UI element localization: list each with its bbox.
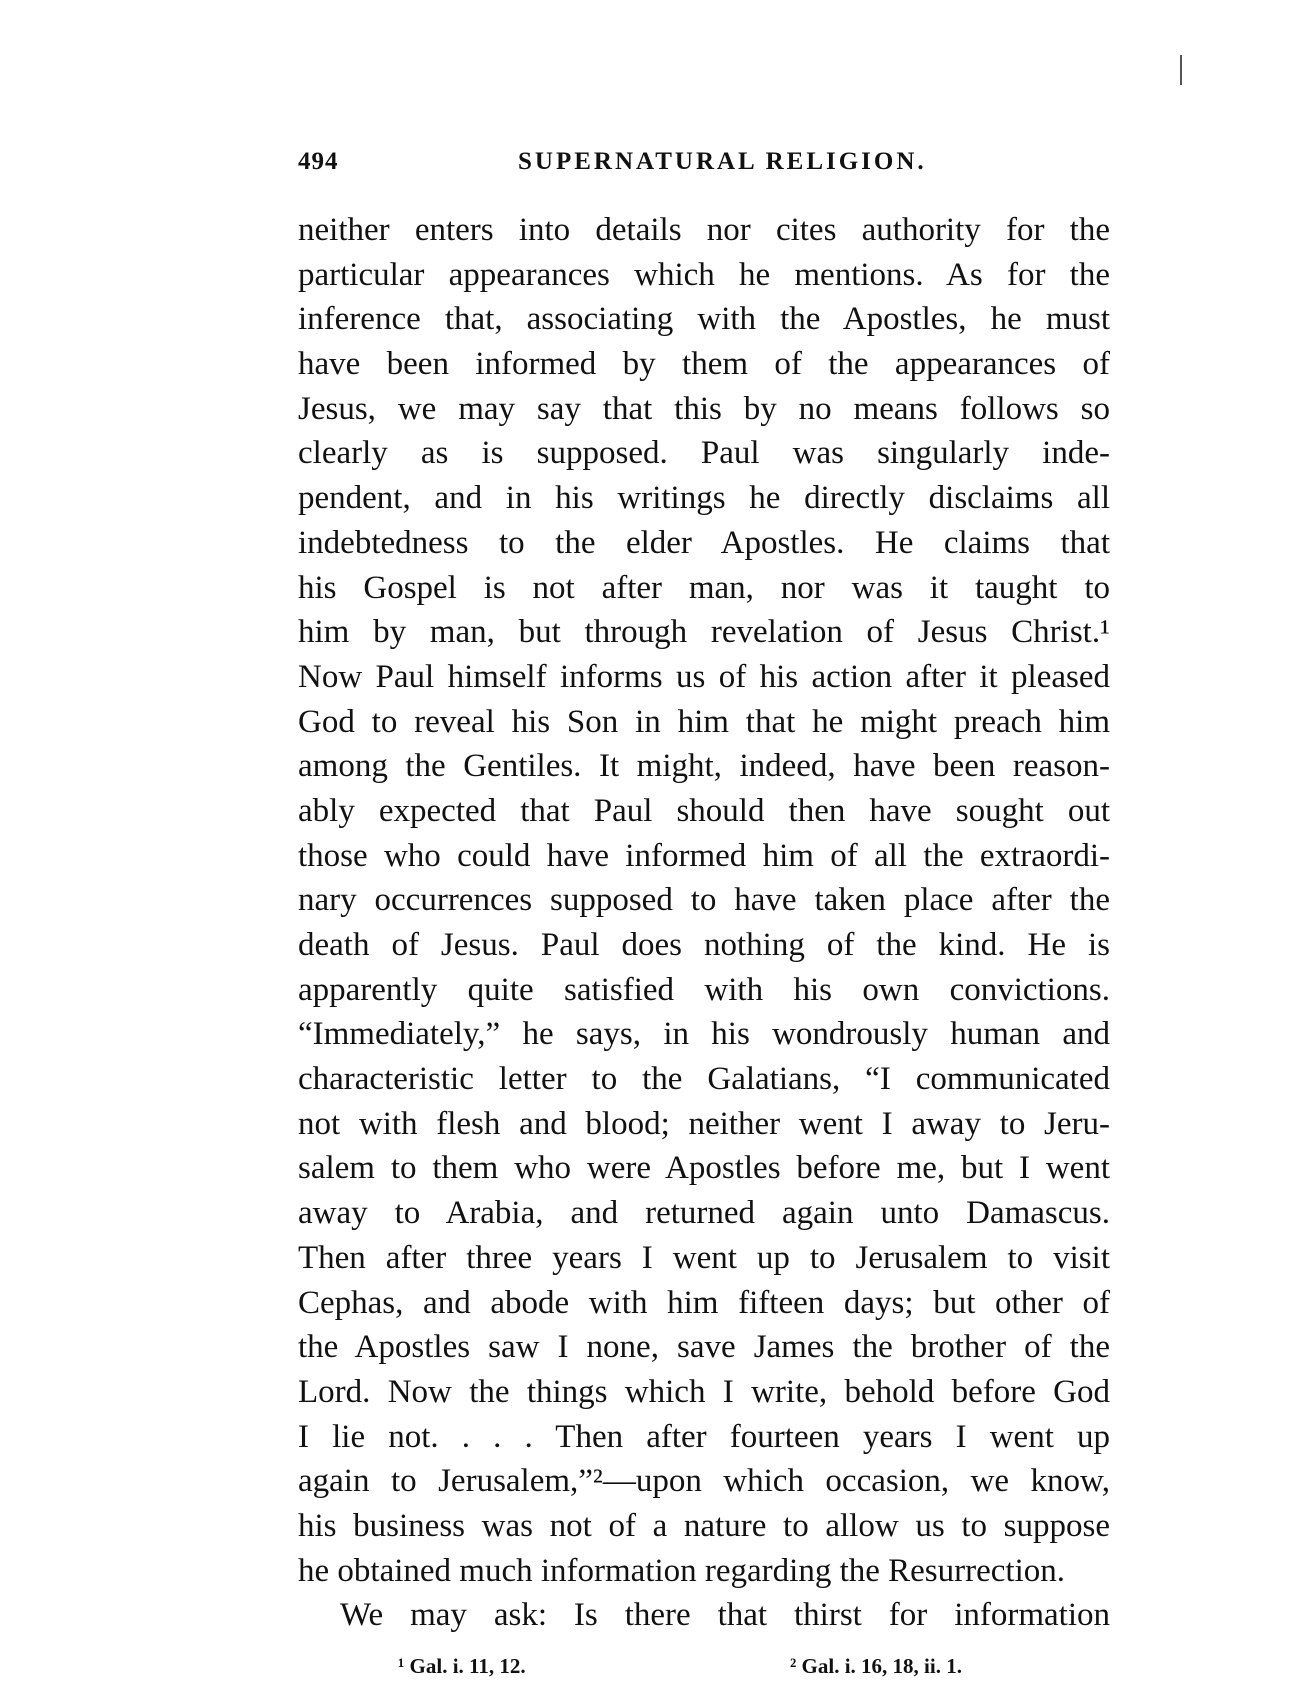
text-line: inference that, associating with the Apostles, he must	[298, 301, 1110, 338]
body-text	[298, 208, 1110, 1638]
text-line: apparently quite satisfied with his own convictions.	[298, 971, 1110, 1008]
footnotes	[0, 1654, 1292, 1684]
text-line: his business was not of a nature to allow us to suppose	[298, 1507, 1110, 1544]
paragraph-opening-line: We may ask: Is there that thirst for information	[340, 1597, 1110, 1634]
page-header	[298, 148, 1110, 188]
text-line: Then after three years I went up to Jerusalem to visit	[298, 1239, 1110, 1276]
text-line: he obtained much information regarding the Resurrection.	[298, 1552, 1066, 1589]
page-number: 494	[298, 148, 339, 175]
running-title: SUPERNATURAL RELIGION.	[518, 148, 927, 175]
text-line: I lie not. . . . Then after fourteen years I went up	[298, 1418, 1110, 1455]
text-line: Lord. Now the things which I write, behold before God	[298, 1373, 1110, 1410]
text-line: particular appearances which he mentions. As for the	[298, 256, 1110, 293]
text-line: again to Jerusalem,”²—upon which occasion, we know,	[298, 1463, 1110, 1500]
footnote-2: ² Gal. i. 16, 18, ii. 1.	[790, 1654, 962, 1678]
text-line: death of Jesus. Paul does nothing of the kind. He is	[298, 927, 1110, 963]
text-line: have been informed by them of the appearances of	[298, 346, 1110, 383]
text-line: “Immediately,” he says, in his wondrously human and	[298, 1016, 1110, 1053]
text-line: Cephas, and abode with him fifteen days; but other of	[298, 1284, 1110, 1321]
text-line: away to Arabia, and returned again unto Damascus.	[298, 1195, 1110, 1232]
text-line: clearly as is supposed. Paul was singularly inde-	[298, 435, 1110, 472]
text-line: God to reveal his Son in him that he might preach him	[298, 703, 1110, 740]
text-line: characteristic letter to the Galatians, “I communicated	[298, 1061, 1110, 1098]
text-line: among the Gentiles. It might, indeed, have been reason-	[298, 748, 1110, 785]
text-line: those who could have informed him of all the extraordi-	[298, 837, 1110, 874]
footnote-1: ¹ Gal. i. 11, 12.	[398, 1654, 526, 1678]
text-line: Now Paul himself informs us of his action after it pleased	[298, 658, 1110, 695]
text-line: pendent, and in his writings he directly disclaims all	[298, 480, 1110, 517]
text-line: the Apostles saw I none, save James the brother of the	[298, 1329, 1110, 1366]
text-line: Jesus, we may say that this by no means follows so	[298, 390, 1110, 427]
text-line: salem to them who were Apostles before me, but I went	[298, 1150, 1110, 1187]
text-line: his Gospel is not after man, nor was it taught to	[298, 569, 1110, 606]
text-line: not with flesh and blood; neither went I away to Jeru-	[298, 1105, 1110, 1142]
text-line: him by man, but through revelation of Jesus Christ.¹	[298, 614, 1110, 651]
gutter-mark	[1180, 55, 1182, 85]
text-line: nary occurrences supposed to have taken place after the	[298, 882, 1110, 919]
text-line: neither enters into details nor cites authority for the	[298, 212, 1110, 248]
text-line: ably expected that Paul should then have sought out	[298, 792, 1110, 829]
text-line: indebtedness to the elder Apostles. He claims that	[298, 524, 1110, 561]
